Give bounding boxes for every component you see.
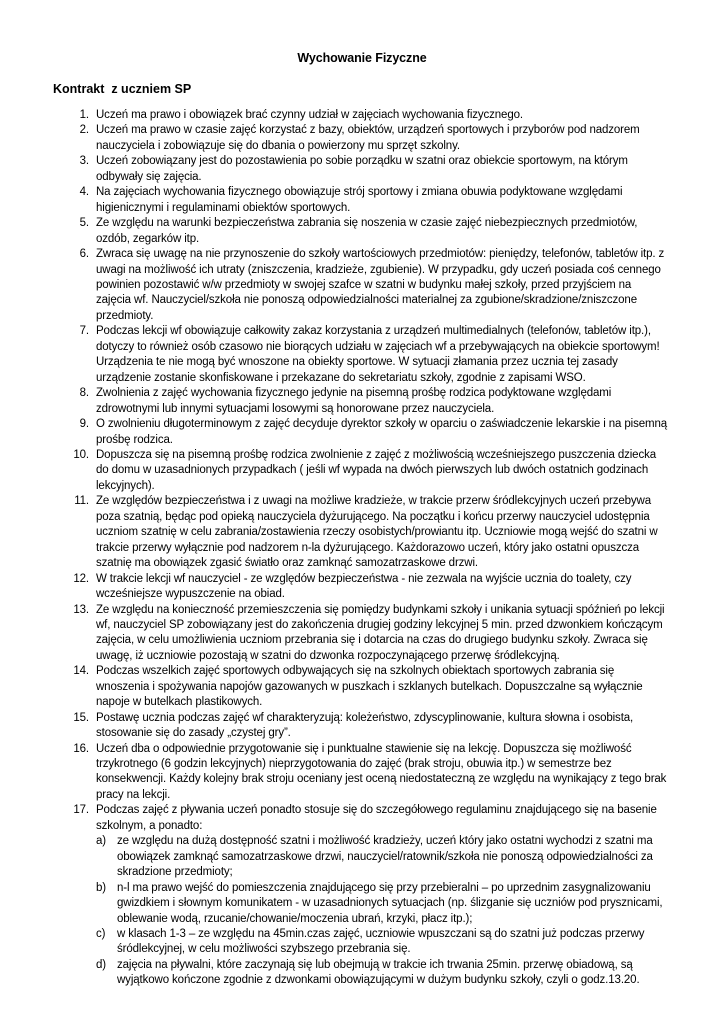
rule-text: Uczeń ma prawo w czasie zajęć korzystać z bazy, obiektów, urządzeń sportowych i przyborów pod nadzorem nauczyciela i zobowiązuje się do dbania o powierzony mu sprzęt szkolny. [96, 124, 640, 152]
rule-text: Uczeń ma prawo i obowiązek brać czynny udział w zajęciach wychowania fizycznego. [96, 109, 523, 121]
rule-item [69, 711, 669, 742]
rule-number: 3. [79, 155, 89, 168]
rule-number: 7. [79, 325, 89, 338]
rule-number: 2. [79, 124, 89, 137]
rule-number: 15. [73, 711, 89, 724]
rule-item [69, 108, 669, 123]
rule-text: Uczeń dba o odpowiednie przygotowanie się i punktualne stawienie się na lekcję. Dopuszcza się możliwość trzykrotnego (6 godzin lekcyjnych) nieprzygotowania do zajęć (brak stroju, obuwia itp.) w semestrze bez konsekwencji. Każdy kolejny brak stroju oceniany jest oceną niedostateczną ze względu na wynikający z tego brak pracy na lekcji. [96, 742, 667, 801]
rule-number: 17. [73, 804, 89, 817]
sub-item [96, 927, 669, 958]
sub-item-letter: b) [96, 881, 106, 894]
rules-list [69, 108, 669, 989]
rule-text: W trakcie lekcji wf nauczyciel - ze względów bezpieczeństwa - nie zezwala na wyjście ucznia do toalety, czy wcześniejsze wypuszczenie na obiad. [96, 572, 632, 601]
rule-item [69, 216, 669, 247]
rule-number: 4. [79, 186, 89, 199]
rule-number: 16. [73, 742, 89, 755]
rule-text: Ze względów bezpieczeństwa i z uwagi na możliwe kradzieże, w trakcie przerw śródlekcyjnych uczeń przebywa poza szatnią, będąc pod opieką nauczyciela dyżurującego. Na początku i końcu przerwy nauczyciel udostępnia uczniom szatnię w celu zabrania/zostawienia rzeczy osobistych/prowiantu itp. Uczniowie mogą wejść do szatni w trakcie przerwy wyłącznie pod nadzorem n-la dyżurującego. Każdorazowo uczeń, który jako ostatni opuszcza szatnię ma obowiązek zgasić światło oraz zamknąć samozatrzaskowe drzwi. [96, 495, 658, 570]
rule-text: O zwolnieniu długoterminowym z zajęć decyduje dyrektor szkoły w oparciu o zaświadczenie lekarskie i na pisemną prośbę rodzica. [96, 418, 668, 446]
swimming-rules-list [96, 834, 669, 989]
rule-number: 12. [73, 572, 89, 585]
rule-text: Zwolnienia z zajęć wychowania fizycznego jedynie na pisemną prośbę rodzica podyktowane względami zdrowotnymi lub innymi sytuacjami losowymi są honorowane przez nauczyciela. [96, 387, 612, 415]
rule-item [69, 185, 669, 216]
rule-text: Dopuszcza się na pisemną prośbę rodzica zwolnienie z zajęć z możliwością wcześniejszego puszczenia dziecka do domu w uzasadnionych przypadkach ( jeśli wf wypada na dwóch pierwszych lub dwóch ostatnich godzinach lekcyjnych). [96, 448, 656, 492]
sub-item-text: n-l ma prawo wejść do pomieszczenia znajdującego się przy przebieralni – po uprzednim zasygnalizowaniu gwizdkiem i słownym komunikatem - w uzasadnionych sytuacjach (np. ślizganie się uczniów pod prysznicami, oblewanie wodą, rzucanie/chowanie/moczenia ubrań, krzyki, płacz itp.); [117, 881, 663, 925]
rule-item [69, 154, 669, 185]
sub-item [96, 834, 669, 880]
rule-item [69, 664, 669, 710]
rule-number: 6. [79, 248, 89, 261]
rule-number: 10. [73, 448, 89, 461]
rule-item [69, 803, 669, 988]
rule-text: Na zajęciach wychowania fizycznego obowiązuje strój sportowy i zmiana obuwia podyktowane względami higienicznymi i regulaminami obiektów sportowych. [96, 186, 623, 214]
rule-item [69, 742, 669, 804]
rule-number: 9. [79, 418, 89, 431]
rule-text: Ze względu na konieczność przemieszczenia się pomiędzy budynkami szkoły i unikania sytuacji spóźnień po lekcji wf, nauczyciel SP zobowiązany jest do zakończenia drugiej godziny lekcyjnej 5 min. przed dzwonkiem kończącym zajęcia, w celu umożliwienia uczniom przebrania się i dotarcia na czas do drugiego budynku szkoły. Zwraca się uwagę, iż uczniowie pozostają w szatni do dzwonka rozpoczynającego przerwę śródlekcyjną. [96, 603, 665, 662]
sub-item-letter: a) [96, 835, 106, 848]
rule-item [69, 247, 669, 324]
rule-item [69, 386, 669, 417]
sub-item [96, 958, 669, 989]
rule-number: 1. [79, 109, 89, 121]
rule-item [69, 572, 669, 603]
rule-item [69, 494, 669, 571]
sub-item-text: ze względu na dużą dostępność szatni i możliwość kradzieży, uczeń który jako ostatni wychodzi z szatni ma obowiązek zamknąć samozatrzaskowe drzwi, nauczyciel/ratownik/szkoła nie ponoszą odpowiedzialności za skradzione przedmioty; [117, 835, 653, 879]
rule-number: 14. [73, 665, 89, 678]
document-title: Wychowanie Fizyczne [297, 51, 427, 65]
rule-text: Podczas wszelkich zajęć sportowych odbywających się na szkolnych obiektach sportowych zabrania się wnoszenia i spożywania napojów gazowanych w puszkach i szklanych butelkach. Dopuszczalne są wyłącznie napoje w butelkach plastikowych. [96, 665, 643, 709]
rule-item [69, 603, 669, 665]
rule-text: Podczas lekcji wf obowiązuje całkowity zakaz korzystania z urządzeń multimedialnych (telefonów, tabletów itp.), dotyczy to również osób czasowo nie biorących udziału w zajęciach wf a przebywających na obiekcie sportowym! Urządzenia te nie mogą być wnoszone na obiekty sportowe. W sytuacji złamania przez ucznia tej zasady urządzenie zostanie skonfiskowane i przekazane do sekretariatu szkoły, zgodnie z zapisami WSO. [96, 325, 660, 384]
sub-item-text: w klasach 1-3 – ze względu na 45min.czas zajęć, uczniowie wpuszczani są do szatni już podczas przerwy śródlekcyjnej, w celu możliwości szybszego przebrania się. [117, 928, 645, 956]
sub-item [96, 881, 669, 927]
rule-item [69, 448, 669, 494]
rule-item [69, 324, 669, 386]
rule-item [69, 123, 669, 154]
rule-number: 11. [74, 495, 89, 508]
sub-item-letter: d) [96, 958, 106, 971]
document-subtitle: Kontrakt z uczniem SP [53, 82, 192, 96]
rule-text: Podczas zajęć z pływania uczeń ponadto stosuje się do szczegółowego regulaminu znajdującego się na basenie szkolnym, a ponadto: [96, 804, 657, 832]
rule-item [69, 417, 669, 448]
sub-item-text: zajęcia na pływalni, które zaczynają się lub obejmują w trakcie ich trwania 25min. przerwę obiadową, są wyjątkowo kończone zgodnie z dzwonkami obowiązującymi w dużym budynku szkoły, czyli o godz.13.20. [117, 958, 640, 987]
rule-text: Zwraca się uwagę na nie przynoszenie do szkoły wartościowych przedmiotów: pieniędzy, telefonów, tabletów itp. z uwagi na możliwość ich utraty (zniszczenia, kradzieże, zgubienie). W przypadku, gdy uczeń posiada coś cennego powinien pozostawić w/w przedmioty w swojej szafce w szatni w budynku małej szkoły, przed przyjściem na zajęcia wf. Nauczyciel/szkoła nie ponoszą odpowiedzialności materialnej za zgubione/skradzione/zniszczone przedmioty. [96, 248, 665, 322]
rule-number: 13. [73, 603, 89, 616]
sub-item-letter: c) [96, 928, 106, 941]
rule-number: 5. [79, 217, 89, 230]
rule-number: 8. [79, 387, 89, 400]
rule-text: Uczeń zobowiązany jest do pozostawienia po sobie porządku w szatni oraz obiekcie sportowym, na którym odbywały się zajęcia. [96, 155, 628, 183]
rule-text: Postawę ucznia podczas zajęć wf charakteryzują: koleżeństwo, zdyscyplinowanie, kultura słowna i osobista, stosowanie się do zasady „czystej gry”. [96, 711, 634, 740]
rule-text: Ze względu na warunki bezpieczeństwa zabrania się noszenia w czasie zajęć niebezpiecznych przedmiotów, ozdób, zegarków itp. [96, 217, 638, 245]
